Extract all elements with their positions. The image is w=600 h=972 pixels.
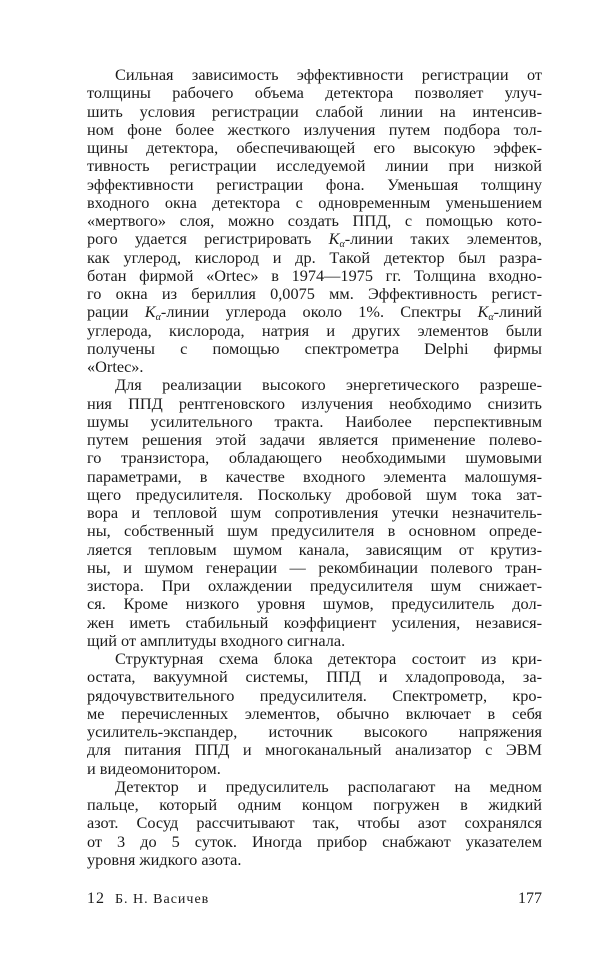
text-line: шумы усилительного тракта. Наиболее перспективным: [87, 411, 542, 431]
text-line: уровня жидкого азота.: [87, 849, 242, 869]
text-line: путем решения этой задачи является применение полево-: [87, 430, 542, 449]
text-line: рого удается регистрировать $K_\alpha$-линии таких элементов,: [87, 229, 542, 251]
text-line: и видеомонитором.: [87, 758, 221, 778]
text-line: от 3 до 5 суток. Иногда прибор снабжают указателем: [87, 831, 542, 851]
text-line: щины детектора, обеспечивающей его высокую эффек-: [87, 138, 542, 157]
paragraph: [87, 778, 542, 869]
text-line: щего предусилителя. Поскольку дробовой шум тока зат-: [87, 484, 542, 504]
text-line: рации $K_\alpha$-линии углерода около 1%. Спектры $K_\alpha$-линий: [87, 302, 542, 324]
paragraph: [87, 66, 542, 376]
text-line: ния ППД рентгеновского излучения необходимо снизить: [87, 393, 542, 413]
text-line: параметрами, в качестве входного элемента малошумя-: [87, 466, 542, 486]
text-line: усилитель-экспандер, источник высокого напряжения: [87, 722, 542, 741]
page-footer: [87, 890, 542, 912]
text-line: ном фоне более жесткого излучения путем подбора тол-: [87, 119, 542, 139]
signature-number: 12: [87, 890, 105, 907]
text-line: углерода, кислорода, натрия и других элементов были: [87, 320, 542, 340]
k-alpha-symbol: $K_\alpha$: [477, 302, 494, 324]
text-line: зистора. При охлаждении предусилителя шум снижает-: [87, 576, 542, 595]
text-line: как углерод, кислород и др. Такой детектор был разра-: [87, 247, 542, 267]
page-number: 177: [518, 890, 542, 907]
text-line: вора и тепловой шум сопротивления утечки незначитель-: [87, 503, 542, 522]
text-line: щий от амплитуды входного сигнала.: [87, 630, 346, 650]
text-line: для питания ППД и многоканальный анализатор с ЭВМ: [87, 740, 542, 760]
text-line: ны, собственный шум предусилителя в основном опреде-: [87, 521, 542, 541]
page-body: [87, 66, 542, 869]
text-line: рядочувствительного предусилителя. Спектрометр, кро-: [87, 685, 542, 705]
k-alpha-symbol: $K_\alpha$: [144, 302, 161, 324]
text-line: ботан фирмой «Ortec» в 1974—1975 гг. Толщина входно-: [87, 265, 542, 285]
paragraph: [87, 650, 542, 778]
text-line: Сильная зависимость эффективности регистрации от: [115, 65, 542, 84]
text-line: Детектор и предусилитель располагают на медном: [115, 776, 542, 796]
k-alpha-symbol: $K_\alpha$: [328, 229, 345, 251]
text-line: го транзистора, обладающего необходимыми шумовыми: [87, 448, 542, 468]
text-line: азот. Сосуд рассчитывают так, чтобы азот сохранялся: [87, 813, 542, 833]
text-line: тивность регистрации исследуемой линии при низкой: [87, 156, 542, 176]
text-line: ме перечисленных элементов, обычно включает в себя: [87, 703, 542, 723]
text-line: шить условия регистрации слабой линии на интенсив-: [87, 101, 542, 121]
text-line: пальце, который одним концом погружен в жидкий: [87, 795, 542, 814]
text-line: толщины рабочего объема детектора позволяет улуч-: [87, 83, 542, 103]
text-line: Для реализации высокого энергетического разреше-: [115, 375, 542, 395]
text-line: входного окна детектора с одновременным уменьшением: [87, 192, 542, 212]
text-line: остата, вакуумной системы, ППД и хладопровода, за-: [87, 667, 542, 687]
text-line: получены с помощью спектрометра Delphi фирмы: [87, 338, 542, 358]
paragraph: [87, 376, 542, 650]
text-line: го окна из бериллия 0,0075 мм. Эффективность регист-: [87, 284, 542, 303]
printer-signature: [87, 890, 209, 908]
text-line: ся. Кроме низкого уровня шумов, предусилитель дол-: [87, 594, 542, 614]
text-line: эффективности регистрации фона. Уменьшая толщину: [87, 174, 542, 194]
text-line: Структурная схема блока детектора состоит из кри-: [115, 649, 542, 668]
signature-author: Б. Н. Васичев: [115, 892, 210, 907]
text-line: жен иметь стабильный коэффициент усиления, независя-: [87, 612, 542, 632]
text-line: ляется тепловым шумом канала, зависящим от крутиз-: [87, 539, 542, 559]
text-line: «мертвого» слоя, можно создать ППД, с помощью кото-: [87, 211, 542, 230]
text-line: ны, и шумом генерации — рекомбинации полевого тран-: [87, 557, 542, 577]
text-line: «Ortec».: [87, 357, 144, 376]
